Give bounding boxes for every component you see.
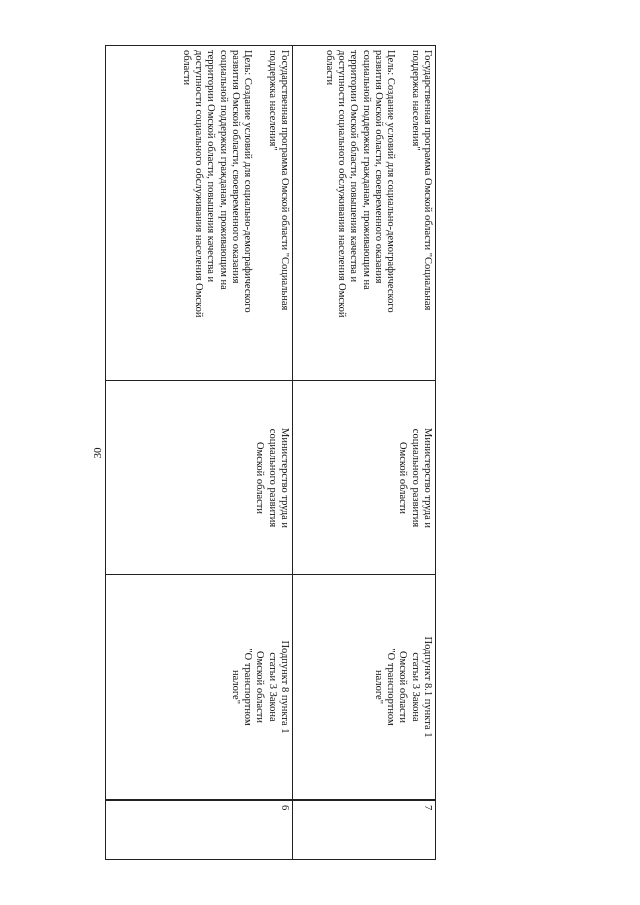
basis-band xyxy=(106,575,435,800)
curator-cell-row7 xyxy=(293,381,435,575)
curator-band xyxy=(106,381,435,576)
basis-text-row7: Подпункт 8.1 пункта 1 статьи 3 Закона Омской области "О транспортном налоге" xyxy=(372,636,433,738)
number-cell-row6 xyxy=(106,801,293,859)
curator-cell-row6 xyxy=(106,381,293,575)
number-band xyxy=(106,801,435,859)
row-number-6: 6 xyxy=(279,805,290,811)
program-cell-row7 xyxy=(293,46,435,380)
page-number: 30 xyxy=(92,447,104,459)
basis-text-row6: Подпункт 8 пункта 1 статьи 3 Закона Омской области "О транспортном налоге" xyxy=(229,640,290,734)
curator-text-row7: Министерство труда и социального развития Омской области xyxy=(397,427,433,528)
number-cell-row7 xyxy=(293,801,435,859)
basis-cell-row6 xyxy=(106,575,293,799)
basis-cell-row7 xyxy=(293,575,435,799)
benefits-table xyxy=(105,45,436,860)
program-band xyxy=(106,46,435,381)
program-text-row7: Государственная программа Омской области "Социальная поддержка населения" Цель: Создание условий для социально-демографического развития Омской области, своевременного оказания социальной поддержки гражданам, проживающим на территории Омской области, повышения качества и доступности социального обслуживания населения Омской области xyxy=(323,50,433,318)
curator-text-row6: Министерство труда и социального развития Омской области xyxy=(254,427,290,528)
program-text-row6: Государственная программа Омской области "Социальная поддержка населения" Цель: Создание условий для социально-демографического развития Омской области, своевременного оказания социальной поддержки гражданам, проживающим на территории Омской области, повышения качества и доступности социального обслуживания населения Омской области xyxy=(180,50,290,318)
program-cell-row6 xyxy=(106,46,293,380)
row-number-7: 7 xyxy=(421,805,433,811)
